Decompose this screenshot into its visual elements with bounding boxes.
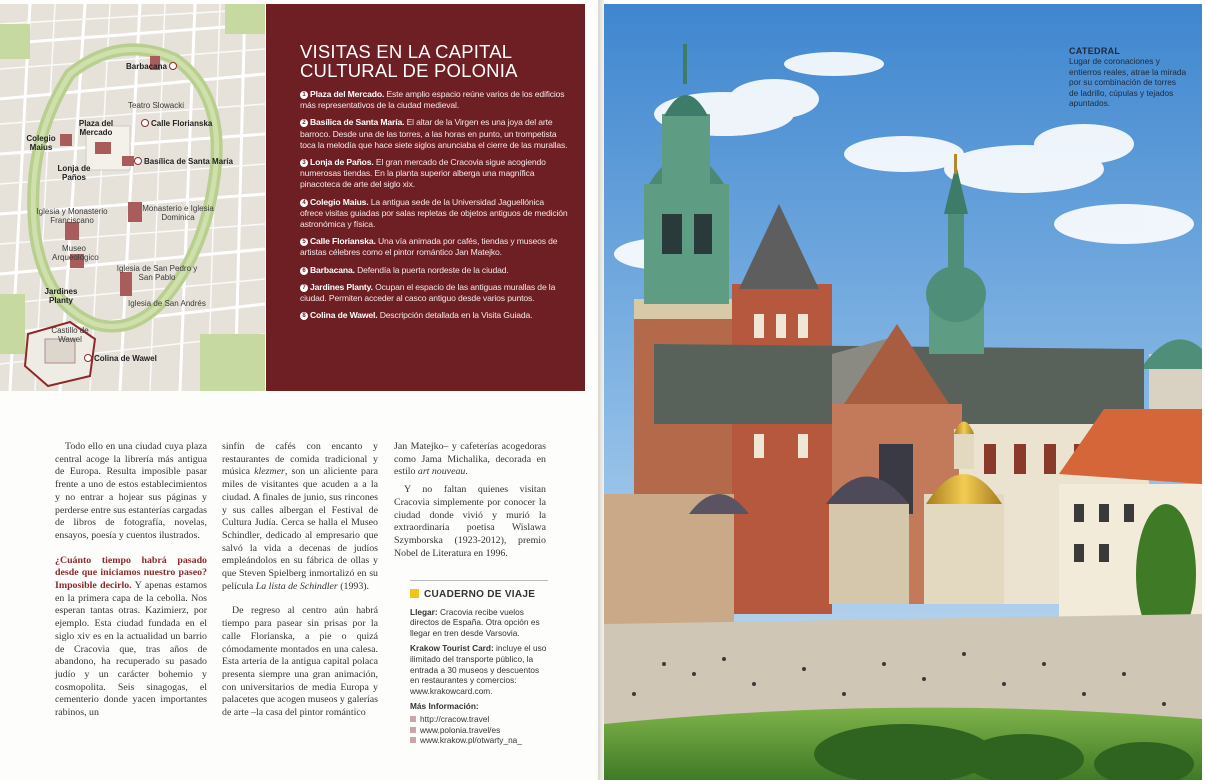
- info-item-text: El altar de la Virgen es una joya del arte barroco. Desde una de las torres, a las horas en punto, un trompetista toca la melodía que hace siete siglos anunciaba el cierre de las murallas.: [300, 117, 568, 150]
- map-label-castillo: Castillo de Wawel: [51, 326, 89, 344]
- travel-more-info: Más Información: http://cracow.travel www.polonia.travel/es www.krakow.pl/otwarty_na_: [410, 701, 548, 745]
- map-pin-icon: [84, 354, 92, 362]
- info-item: [300, 117, 569, 151]
- map-label-barbacana: Barbacana: [126, 62, 179, 71]
- map-label-san-andres: Iglesia de San Andrés: [128, 299, 206, 308]
- paragraph: sinfín de cafés con encanto y restaurantes de comida tradicional y música klezmer, son un aliciente para miles de visitantes que acuden a a la ciudad. A finales de junio, sus rincones y sus calles albergan el Festival de Cultura Judía. Cerca se halla el Museo Schindler, dedicado al empresario que salvó la vida a decenas de judíos empleándolos en su fábrica de ollas y que Steven Spielberg inmortalizó en su película La lista de Schindler (1993).: [222, 441, 378, 592]
- info-list: [300, 89, 569, 321]
- photo-illustration: [604, 4, 1202, 780]
- travel-links: [410, 714, 548, 746]
- info-item: [300, 197, 569, 231]
- info-item-text: Descripción detallada en la Visita Guiada.: [377, 310, 533, 321]
- info-item-text: Defendía la puerta nordeste de la ciudad.: [354, 264, 509, 275]
- info-item: [300, 310, 569, 321]
- travel-link[interactable]: http://cracow.travel: [410, 714, 548, 725]
- info-item-text: Ocupan el espacio de las antiguas murallas de la ciudad. Permiten acceder al casco antiguo desde varios puntos.: [300, 281, 556, 304]
- left-page: [0, 0, 598, 780]
- caption-title: CATEDRAL: [1069, 46, 1121, 56]
- info-item-text: El gran mercado de Cracovia sigue acogiendo numerosas tiendas. En la planta superior alberga una magnífica pinacoteca de arte del siglo xix.: [300, 157, 546, 190]
- map-label-franciscano: Iglesia y Monasterio Franciscano: [36, 207, 108, 225]
- travel-arrival: Llegar: Cracovia recibe vuelos directos de España. Otra opción es llegar en tren desde Varsovia.: [410, 606, 540, 638]
- map-label-plaza: Plaza del Mercado: [78, 119, 114, 137]
- travel-link[interactable]: www.polonia.travel/es: [410, 725, 548, 736]
- travel-card: Krakow Tourist Card: incluye el uso ilimitado del transporte público, la entrada a 30 museos y descuentos en restaurantes y comercios: www.krakowcard.com.: [410, 643, 547, 696]
- info-item-name: Jardines Planty.: [310, 281, 373, 292]
- text-column-2: [222, 441, 378, 720]
- map-pin-icon: [141, 119, 149, 127]
- map-label-colina: Colina de Wawel: [82, 354, 157, 363]
- number-badge-icon: 1: [300, 91, 308, 99]
- travel-link[interactable]: www.krakow.pl/otwarty_na_: [410, 735, 548, 746]
- map-label-lonja: Lonja de Paños: [57, 164, 91, 182]
- visits-info-box: [266, 4, 585, 391]
- map-pin-icon: [134, 157, 142, 165]
- travel-title: CUADERNO DE VIAJE: [410, 589, 548, 601]
- number-badge-icon: 5: [300, 238, 308, 246]
- number-badge-icon: 3: [300, 159, 308, 167]
- info-item-name: Colina de Wawel.: [310, 310, 378, 321]
- cathedral-photo: [604, 4, 1202, 780]
- map-label-floriańska: Calle Florianska: [139, 119, 212, 128]
- old-town-map: [0, 4, 265, 391]
- info-item: [300, 236, 569, 258]
- lead-question: ¿Cuánto tiempo habrá pasado desde que iniciamos nuestro paseo? Imposible decirlo.: [55, 554, 207, 592]
- map-label-dominica: Monasterio e Iglesia Dominica: [142, 204, 214, 222]
- map-label-santa-maria: Basílica de Santa María: [132, 157, 233, 166]
- info-item-text: La antigua sede de la Universidad Jaguellónica ofrece visitas guiadas por salas repletas de objetos antiguos de medición astronómica y física.: [300, 196, 568, 230]
- travel-notebook-box: [410, 580, 548, 746]
- text-column-3: [394, 441, 546, 560]
- number-badge-icon: 6: [300, 267, 308, 275]
- info-item-text: Este amplio espacio reúne varios de los edificios más representativos de la ciudad medieval.: [300, 89, 565, 111]
- info-item: [300, 157, 569, 191]
- map-label-teatro: Teatro Slowacki: [128, 101, 185, 110]
- paragraph: Y no faltan quienes visitan Cracovia simplemente por conocer la ciudad donde vivió y murió la extraordinaria poetisa Wislawa Szymborska (1923-2012), premio Nobel de Literatura en 1996.: [394, 484, 546, 559]
- info-title-line-1: VISITAS EN LA CAPITAL: [300, 41, 513, 62]
- map-label-colegio: Colegio Maius: [26, 134, 56, 152]
- map-pin-icon: [169, 62, 177, 70]
- info-item-name: Colegio Maius.: [310, 196, 369, 207]
- paragraph: Jan Matejko– y cafeterías acogedoras como Jama Michalika, decorada en estilo art nouveau.: [394, 441, 546, 478]
- paragraph: De regreso al centro aún habrá tiempo para pasear sin prisas por la calle Florianska, a pie o quizá cómodamente montados en una calesa. Esta arteria de la antigua capital polaca presenta siempre una gran animación, con universitarios de media Europa y palacetes que acogen museos y galerías de arte –la casa del pintor romántico: [222, 605, 379, 719]
- info-item: [300, 282, 569, 304]
- number-badge-icon: 7: [300, 284, 308, 292]
- info-item-name: Barbacana.: [310, 264, 355, 275]
- info-item-text: Una vía animada por cafés, tiendas y museos de artistas célebres como el pintor romántico Jan Matejko.: [300, 236, 558, 258]
- info-item: [300, 265, 569, 276]
- map-label-san-pedro: Iglesia de San Pedro y San Pablo: [116, 264, 198, 282]
- number-badge-icon: 8: [300, 312, 308, 320]
- map-label-planty: Jardines Planty: [44, 287, 78, 305]
- photo-caption: [1069, 46, 1187, 108]
- number-badge-icon: 2: [300, 119, 308, 127]
- paragraph: Todo ello en una ciudad cuya plaza central acoge la librería más antigua de Europa. Resulta imposible pasar frente a uno de estos establecimientos y no entrar a hojear sus páginas y perderse entre sus estanterías cargadas de libros de fotografía, novelas, ensayos, poesía y cuentos ilustrados.: [55, 441, 207, 541]
- info-item-name: Basílica de Santa María.: [310, 117, 405, 128]
- number-badge-icon: 4: [300, 199, 308, 207]
- info-item: [300, 89, 569, 111]
- info-item-name: Calle Florianska.: [310, 236, 376, 247]
- info-item-name: Plaza del Mercado.: [310, 89, 385, 99]
- info-title-line-2: CULTURAL DE POLONIA: [300, 60, 518, 81]
- paragraph: ¿Cuánto tiempo habrá pasado desde que iniciamos nuestro paseo? Imposible decirlo. Y apenas estamos en la primera capa de la cebolla. Nos esperan tantas otras. Kazimierz, por ejemplo. Esta ciudad fundada en el siglo xiv es en la actualidad un barrio de Cracovia que, tras años de abandono, ha recuperado su pasado judío y un carácter bohemio y cosmopolita. Seis sinagogas, el cementerio donde yacen importantes rabinos, un: [55, 554, 207, 719]
- text-column-1: [55, 441, 207, 720]
- map-label-museo: Museo Arqueológico: [52, 244, 99, 262]
- info-title: [300, 42, 569, 80]
- yellow-square-icon: [410, 589, 419, 598]
- info-item-name: Lonja de Paños.: [310, 157, 374, 168]
- caption-text: Lugar de coronaciones y entierros reales, atrae la mirada por su combinación de torres de ladrillo, cúpulas y tejados apuntados.: [1069, 56, 1187, 109]
